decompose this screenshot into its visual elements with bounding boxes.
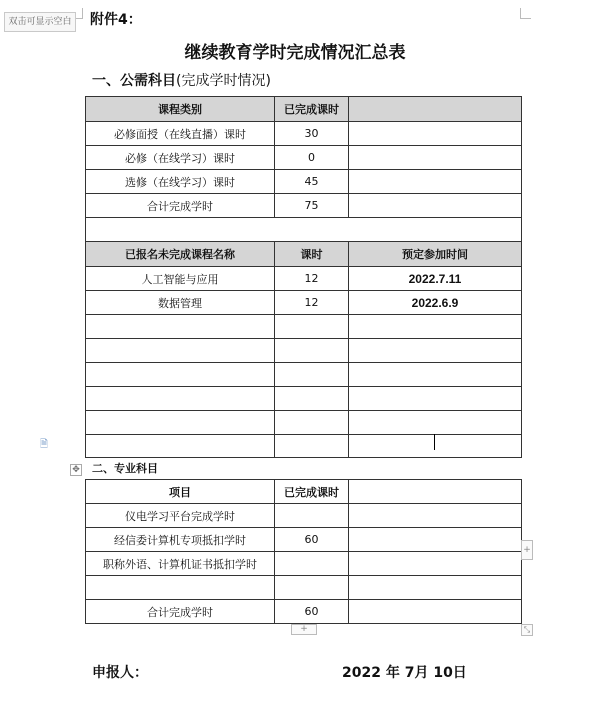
table-row xyxy=(86,552,522,576)
text-cursor xyxy=(434,434,435,450)
table-row xyxy=(86,267,522,291)
table-cell[interactable] xyxy=(275,504,349,528)
table-cell[interactable]: 2022.6.9 xyxy=(349,291,522,315)
table-row xyxy=(86,315,522,339)
table-cell[interactable] xyxy=(275,576,349,600)
table-cell[interactable]: 选修（在线学习）课时 xyxy=(86,170,275,194)
document-icon[interactable]: 🗎 xyxy=(40,439,49,450)
table-cell[interactable] xyxy=(349,435,522,458)
table-cell[interactable] xyxy=(349,552,522,576)
table-row xyxy=(86,291,522,315)
table-header-row xyxy=(86,242,522,267)
page-corner-mark-right xyxy=(520,8,531,19)
table-cell[interactable]: 30 xyxy=(275,122,349,146)
table-row xyxy=(86,170,522,194)
table-cell[interactable]: 职称外语、计算机证书抵扣学时 xyxy=(86,552,275,576)
table-cell[interactable] xyxy=(349,146,522,170)
table-cell[interactable]: 经信委计算机专项抵扣学时 xyxy=(86,528,275,552)
table-cell[interactable]: 数据管理 xyxy=(86,291,275,315)
table-row xyxy=(86,194,522,218)
table-cell[interactable] xyxy=(349,363,522,387)
table-cell[interactable]: 仪电学习平台完成学时 xyxy=(86,504,275,528)
table-cell[interactable]: 12 xyxy=(275,291,349,315)
table-row xyxy=(86,339,522,363)
table-cell[interactable] xyxy=(349,339,522,363)
table-cell[interactable] xyxy=(349,315,522,339)
table-row xyxy=(86,435,522,458)
table-cell[interactable] xyxy=(349,170,522,194)
table-header-row xyxy=(86,97,522,122)
table-row xyxy=(86,528,522,552)
table-header-cell: 课时 xyxy=(275,242,349,267)
table-cell[interactable]: 60 xyxy=(275,600,349,624)
section1-note: (完成学时情况) xyxy=(176,73,271,89)
table-cell[interactable] xyxy=(86,387,275,411)
table-cell[interactable] xyxy=(275,363,349,387)
table-cell[interactable]: 12 xyxy=(275,267,349,291)
table-cell[interactable]: 75 xyxy=(275,194,349,218)
table-cell[interactable] xyxy=(349,576,522,600)
table-header-cell: 已完成课时 xyxy=(275,480,349,504)
professional-subjects-table xyxy=(85,479,522,624)
table-cell[interactable] xyxy=(349,528,522,552)
table-cell[interactable]: 必修（在线学习）课时 xyxy=(86,146,275,170)
table-header-cell: 课程类别 xyxy=(86,97,275,122)
table-header-row xyxy=(86,480,522,504)
table-row xyxy=(86,363,522,387)
table-header-cell: 项目 xyxy=(86,480,275,504)
table-header-cell: 已完成课时 xyxy=(275,97,349,122)
table-cell[interactable] xyxy=(86,363,275,387)
table-row xyxy=(86,600,522,624)
table-cell[interactable] xyxy=(349,411,522,435)
document-title: 继续教育学时完成情况汇总表 xyxy=(184,43,406,63)
table-spacer-cell[interactable] xyxy=(86,218,522,242)
table-cell[interactable]: 2022.7.11 xyxy=(349,267,522,291)
table-cell[interactable] xyxy=(275,435,349,458)
table-header-cell xyxy=(349,97,522,122)
add-column-icon[interactable]: + xyxy=(521,540,533,560)
table-move-handle-icon[interactable]: ✥ xyxy=(70,464,82,476)
table-row xyxy=(86,576,522,600)
table-cell[interactable]: 必修面授（在线直播）课时 xyxy=(86,122,275,146)
table-cell[interactable] xyxy=(349,600,522,624)
table-row xyxy=(86,146,522,170)
table-cell[interactable] xyxy=(86,411,275,435)
table-header-cell: 预定参加时间 xyxy=(349,242,522,267)
table-cell[interactable] xyxy=(275,552,349,576)
table-cell[interactable] xyxy=(275,411,349,435)
table-header-cell xyxy=(349,480,522,504)
table-spacer-row xyxy=(86,218,522,242)
table-cell[interactable]: 人工智能与应用 xyxy=(86,267,275,291)
show-blank-button[interactable]: 双击可显示空白 xyxy=(4,12,76,32)
table-header-cell: 已报名未完成课程名称 xyxy=(86,242,275,267)
table-row xyxy=(86,122,522,146)
attachment-label: 附件4： xyxy=(90,12,142,28)
table-cell[interactable] xyxy=(86,435,275,458)
table-cell[interactable] xyxy=(275,339,349,363)
table-cell[interactable] xyxy=(275,387,349,411)
table-cell[interactable] xyxy=(349,504,522,528)
table-cell[interactable]: 60 xyxy=(275,528,349,552)
table-row xyxy=(86,504,522,528)
application-date: 2022 年 7月 10日 xyxy=(342,665,467,681)
table-cell[interactable] xyxy=(86,339,275,363)
add-row-icon[interactable]: + xyxy=(291,624,317,635)
table-cell[interactable] xyxy=(86,576,275,600)
table-row xyxy=(86,387,522,411)
table-cell[interactable] xyxy=(86,315,275,339)
table-cell[interactable] xyxy=(275,315,349,339)
table-cell[interactable] xyxy=(349,387,522,411)
table-cell[interactable]: 合计完成学时 xyxy=(86,600,275,624)
public-subjects-table xyxy=(85,96,522,458)
applicant-label: 申报人： xyxy=(92,665,148,681)
table-cell[interactable] xyxy=(349,194,522,218)
table-row xyxy=(86,411,522,435)
section1-heading-text: 一、公需科目 xyxy=(92,73,176,89)
table-cell[interactable] xyxy=(349,122,522,146)
table-cell[interactable]: 45 xyxy=(275,170,349,194)
section2-heading: 二、专业科目 xyxy=(92,462,158,475)
section1-heading xyxy=(92,70,271,90)
table-resize-icon[interactable]: ⤡ xyxy=(521,624,533,636)
table-cell[interactable]: 合计完成学时 xyxy=(86,194,275,218)
table-cell[interactable]: 0 xyxy=(275,146,349,170)
